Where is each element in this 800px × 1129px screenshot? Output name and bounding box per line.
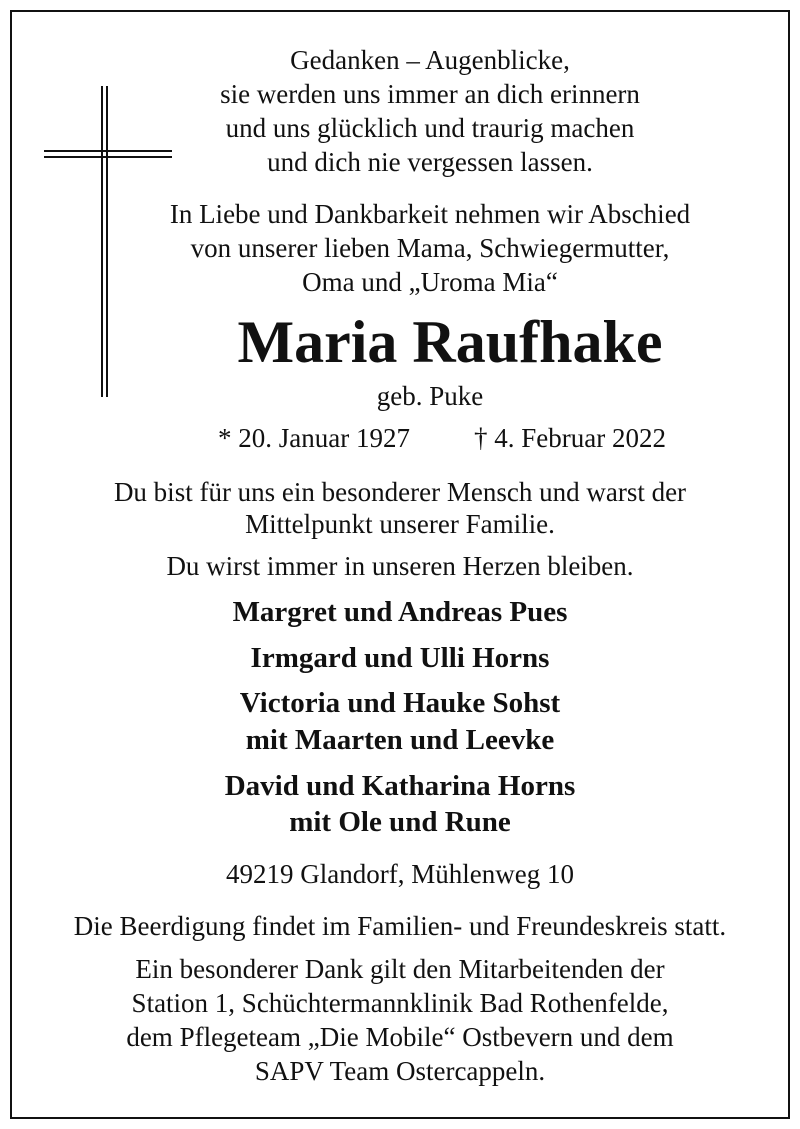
poem-line-1: Gedanken – Augenblicke, <box>290 45 570 75</box>
intro-line-1: In Liebe und Dankbarkeit nehmen wir Abschied <box>169 199 691 229</box>
intro-line-2: von unserer lieben Mama, Schwiegermutter, <box>190 233 670 263</box>
poem-line-2: sie werden uns immer an dich erinnern <box>220 79 640 109</box>
mourner-line-5: David und Katharina Horns <box>224 770 576 802</box>
thanks-line-2: Station 1, Schüchtermannklinik Bad Rothenfelde, <box>131 988 669 1018</box>
address: 49219 Glandorf, Mühlenweg 10 <box>226 859 574 889</box>
mourner-line-2: Irmgard und Ulli Horns <box>250 642 550 674</box>
thanks-line-3: dem Pflegeteam „Die Mobile“ Ostbevern und dem <box>126 1022 674 1052</box>
tribute-line-2: Mittelpunkt unserer Familie. <box>245 509 555 539</box>
intro-line-3: Oma und „Uroma Mia“ <box>302 267 558 297</box>
birth-date: * 20. Januar 1927 <box>218 423 410 453</box>
thanks-line-4: SAPV Team Ostercappeln. <box>254 1056 546 1086</box>
poem-line-3: und uns glücklich und traurig machen <box>225 113 635 143</box>
poem-line-4: und dich nie vergessen lassen. <box>267 147 593 177</box>
mourner-line-3: Victoria und Hauke Sohst <box>239 687 561 719</box>
birth-name: geb. Puke <box>376 381 484 411</box>
mourner-line-4: mit Maarten und Leevke <box>245 724 555 756</box>
tribute-line-1: Du bist für uns ein besonderer Mensch und warst der <box>113 477 687 507</box>
mourner-line-1: Margret und Andreas Pues <box>232 596 568 628</box>
deceased-name: Maria Raufhake <box>237 309 663 375</box>
funeral-note: Die Beerdigung findet im Familien- und Freundeskreis statt. <box>73 911 727 941</box>
thanks-line-1: Ein besonderer Dank gilt den Mitarbeitenden der <box>135 954 665 984</box>
tribute-line-3: Du wirst immer in unseren Herzen bleiben. <box>166 551 634 581</box>
mourner-line-6: mit Ole und Rune <box>289 806 511 838</box>
death-date: † 4. Februar 2022 <box>474 423 666 453</box>
